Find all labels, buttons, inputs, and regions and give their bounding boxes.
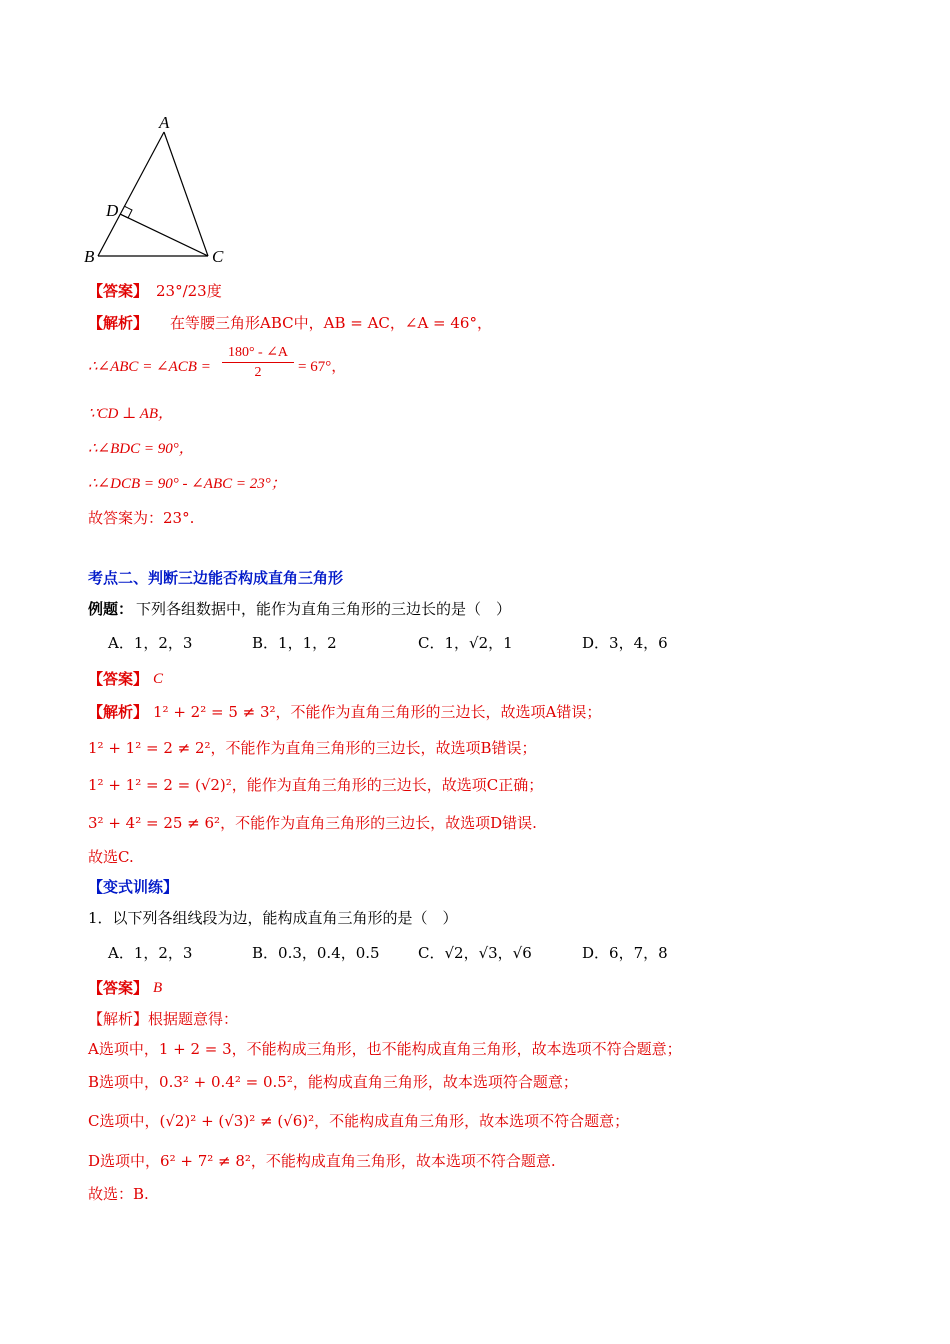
practice-analysis-1: A选项中，1 + 2 = 3，不能构成三角形，也不能构成直角三角形，故本选项不符合题意； <box>88 1040 682 1058</box>
example-analysis-2: 1² + 1² = 2 ≠ 2²，不能作为直角三角形的三边长，故选项B错误； <box>88 739 537 757</box>
analysis-line-5: ∴∠DCB = 90° - ∠ABC = 23°； <box>88 476 286 492</box>
section-heading: 考点二、判断三边能否构成直角三角形 <box>88 569 344 587</box>
practice-question-1: 1．以下列各组线段为边，能构成直角三角形的是（ ） <box>88 909 458 927</box>
analysis-tag-2: 【解析】 <box>88 703 149 721</box>
answer-1: 23°/23度 <box>156 282 222 300</box>
example-analysis-1: 1² + 2² = 5 ≠ 3²，不能作为直角三角形的三边长，故选项A错误； <box>153 703 602 721</box>
analysis-line-6: 故答案为：23°. <box>88 509 195 527</box>
analysis-line-1: 在等腰三角形ABC中，AB = AC，∠A = 46°， <box>170 314 492 332</box>
practice-option-a: A．1，2，3 <box>108 944 193 962</box>
practice-heading: 【变式训练】 <box>88 878 179 896</box>
example-analysis-5: 故选C. <box>88 848 134 866</box>
example-analysis-3: 1² + 1² = 2 = (√2)²，能作为直角三角形的三边长，故选项C正确； <box>88 776 544 794</box>
practice-analysis-5: 故选：B. <box>88 1185 149 1203</box>
fraction-denominator: 2 <box>254 365 262 380</box>
label-a: A <box>159 113 170 132</box>
analysis-line-4: ∴∠BDC = 90°， <box>88 441 194 457</box>
label-d: D <box>106 201 119 220</box>
practice-analysis-intro: 【解析】根据题意得： <box>88 1010 239 1028</box>
answer-tag-3: 【答案】 <box>88 979 149 997</box>
example-option-a: A．1，2，3 <box>108 634 193 652</box>
example-option-c: C．1，√2，1 <box>418 634 513 652</box>
fraction <box>222 344 294 383</box>
answer-tag-2: 【答案】 <box>88 670 149 688</box>
analysis-tag-1: 【解析】 <box>88 314 149 332</box>
example-option-b: B．1，1，2 <box>252 634 337 652</box>
practice-option-d: D．6，7，8 <box>582 944 668 962</box>
practice-analysis-2: B选项中，0.3² + 0.4² = 0.5²，能构成直角三角形，故本选项符合题意； <box>88 1073 578 1091</box>
fraction-numerator: 180° - ∠A <box>222 344 294 363</box>
example-tag: 例题： <box>88 600 134 618</box>
practice-analysis-3: C选项中，(√2)² + (√3)² ≠ (√6)²，不能构成直角三角形，故本选项不符合题意； <box>88 1112 630 1130</box>
answer-3: B <box>153 980 163 996</box>
analysis-line-2-pre: ∴∠ABC = ∠ACB = <box>88 359 211 375</box>
triangle-figure <box>80 110 250 270</box>
practice-option-c: C．√2，√3，√6 <box>418 944 532 962</box>
label-c: C <box>212 247 224 266</box>
analysis-line-3: ∵CD ⊥ AB， <box>88 406 174 422</box>
answer-2: C <box>153 671 164 687</box>
practice-option-b: B．0.3，0.4，0.5 <box>252 944 380 962</box>
example-analysis-4: 3² + 4² = 25 ≠ 6²，不能作为直角三角形的三边长，故选项D错误. <box>88 814 537 832</box>
label-b: B <box>84 247 95 266</box>
side-ac <box>164 132 208 256</box>
analysis-line-2-post: = 67°， <box>298 359 347 375</box>
example-question: 下列各组数据中，能作为直角三角形的三边长的是（ ） <box>136 600 512 618</box>
example-option-d: D．3，4，6 <box>582 634 668 652</box>
answer-tag-1: 【答案】 <box>88 282 149 300</box>
side-ab <box>98 132 164 256</box>
practice-analysis-4: D选项中，6² + 7² ≠ 8²，不能构成直角三角形，故本选项不符合题意. <box>88 1152 556 1170</box>
